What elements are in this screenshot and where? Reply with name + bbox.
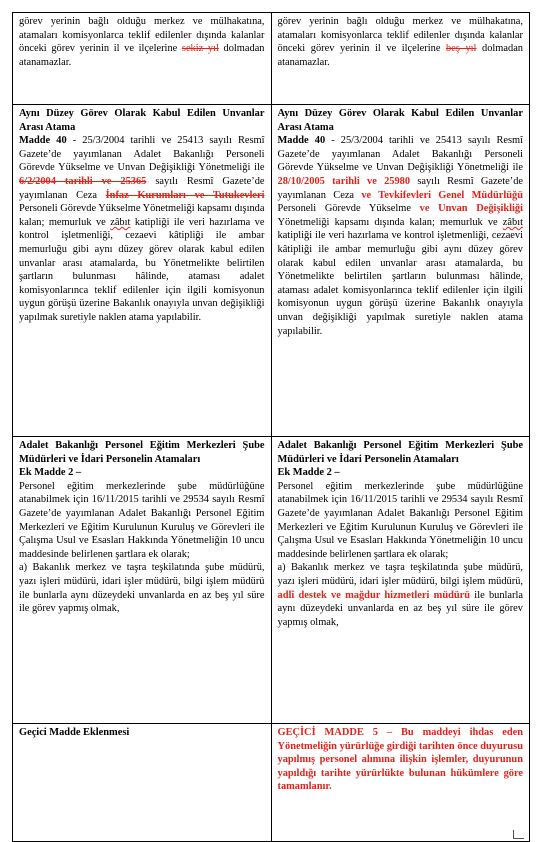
cell-new-text <box>271 437 530 724</box>
cell-old-text <box>13 13 272 105</box>
text-run: Personeli Görevde Yükselme <box>277 203 420 215</box>
cell-old-text <box>13 724 272 842</box>
page-end-marker <box>513 830 524 839</box>
spellcheck-flagged-word: zâbıt <box>110 216 131 228</box>
cell-body <box>19 134 265 324</box>
table-row <box>13 437 530 724</box>
text-run: dolmadan atanamazlar. <box>277 43 523 68</box>
article-title: Adalet Bakanlığı Personel Eğitim Merkezleri Şube Müdürleri ve İdari Personelin Atamaları <box>277 440 523 465</box>
table-row <box>13 105 530 437</box>
article-subtitle: Ek Madde 2 – <box>277 467 340 479</box>
deleted-text: 6/2/2004 tarihli ve 25365 <box>19 175 147 187</box>
table-row <box>13 13 530 105</box>
table-row <box>13 724 530 842</box>
cell-new-text <box>271 724 530 842</box>
text-run: sayılı Resmî Gazete’de yayımlanan Ceza <box>277 175 523 201</box>
text-run: Personeli Görevde Yükselme Yönetmeliği kapsamı dışında kalan; memurluk ve <box>19 203 265 228</box>
article-title: Aynı Düzey Görev Olarak Kabul Edilen Unvanlar Arası Atama <box>19 108 265 133</box>
text-run: Yönetmeliği kapsamı dışında kalan; memurluk ve <box>277 216 503 228</box>
amended-text: ve Tevkifevleri Genel Müdürlüğü <box>361 189 523 201</box>
deleted-text: beş yıl <box>446 43 477 55</box>
amended-text: GEÇİCİ MADDE 5 – Bu maddeyi ihdas eden Yönetmeliğin yürürlüğe girdiği tarihten önce duyurusu yapılmış personel alımına ilişkin işlemler, duyurunun yapıldığı tarihte yürürlükte bulunan hükümlere göre tamamlanır. <box>277 727 523 793</box>
cell-body <box>278 480 524 630</box>
comparison-table <box>12 12 530 842</box>
text-run: sayılı Resmî Gazete’de yayımlanan Ceza <box>19 175 265 201</box>
cell-old-text <box>13 105 272 437</box>
cell-new-text <box>271 13 530 105</box>
amended-text: 28/10/2005 tarihli ve 25980 <box>277 175 411 187</box>
text-run: Personel eğitim merkezlerinde şube müdürlüğüne atanabilmek için 16/11/2015 tarihli ve 29534 sayılı Resmî Gazete’de yayımlanan Adalet Bakanlığı Personel Eğitim Merkezleri ve Eğitim Kurulunun Kuruluş ve Görevleri ile Çalışma Usul ve Esasları Hakkında Yönetmeliğin 10 uncu maddesinde belirlenen şartlara ek olarak; <box>277 480 523 560</box>
article-subtitle: Ek Madde 2 – <box>19 467 82 479</box>
cell-body <box>278 134 524 338</box>
deleted-text: sekiz yıl <box>181 43 219 55</box>
amended-text: adlî destek ve mağdur hizmetleri müdürü <box>277 589 471 601</box>
text-run: görev yerinin bağlı olduğu merkez ve mülhakatına, atamaları komisyonlarca teklif edilenler dışında kalanlar önceki görev yerinin il ve ilçelerine <box>277 16 523 55</box>
text-run: - 25/3/2004 tarihli ve 25413 sayılı Resmî Gazete’de yayımlanan Adalet Bakanlığı Personeli Görevde Yükselme ve Unvan Değişikliği Yönetmeliği ile <box>19 135 265 174</box>
text-run: - 25/3/2004 tarihli ve 25413 sayılı Resmî Gazete’de yayımlanan Adalet Bakanlığı Personeli Görevde Yükselme ve Unvan Değişikliği Yönetmeliği ile <box>277 135 523 174</box>
article-title: Aynı Düzey Görev Olarak Kabul Edilen Unvanlar Arası Atama <box>277 108 523 133</box>
text-run: dolmadan atanamazlar. <box>19 43 265 68</box>
cell-body <box>278 726 524 794</box>
cell-body <box>278 15 524 69</box>
bold-text: Madde 40 <box>19 135 67 147</box>
text-run: görev yerinin bağlı olduğu merkez ve mülhakatına, atamaları komisyonlarca teklif edilenler dışında kalanlar önceki görev yerinin il ve ilçelerine <box>19 16 265 55</box>
deleted-text: İnfaz Kurumları ve Tutukevleri <box>105 189 265 201</box>
cell-body <box>19 480 265 616</box>
bold-text: Madde 40 <box>277 135 326 147</box>
cell-new-text <box>271 105 530 437</box>
text-run: Personel eğitim merkezlerinde şube müdürlüğüne atanabilmek için 16/11/2015 tarihli ve 29534 sayılı Resmî Gazete’de yayımlanan Adalet Bakanlığı Personel Eğitim Merkezleri ve Eğitim Kurulunun Kuruluş ve Görevleri ile Çalışma Usul ve Esasları Hakkında Yönetmeliğin 10 uncu maddesinde belirlenen şartlara ek olarak; <box>19 480 265 560</box>
cell-old-text <box>13 437 272 724</box>
text-run: a) Bakanlık merkez ve taşra teşkilatında şube müdürü, yazı işleri müdürü, idari işler müdürü, bilgi işlem müdürü, <box>277 562 523 587</box>
cell-body <box>19 15 265 69</box>
text-run: katipliği ile veri hazırlama ve kontrol işletmenliği, cezaevi kâtipliği ile ambar memurluğu gibi aynı düzey görev olarak kabul edilen unvanlar arası atamalarda, bu Yönetmelikte belirtilen şartların bulunması hâlinde, ataması adalet komisyonlarınca teklif edilenler için ilgili komisyonun uygun görüşü üzerine Bakanlık onayıyla unvan değişikliği yapılmak suretiyle naklen atama yapılabilir. <box>277 230 523 337</box>
article-title: Adalet Bakanlığı Personel Eğitim Merkezleri Şube Müdürleri ve İdari Personelin Atamaları <box>19 440 265 465</box>
spellcheck-flagged-word: zâbıt <box>502 216 523 228</box>
amended-text: ve Unvan Değişikliği <box>419 203 524 215</box>
text-run: ile bunlarla aynı düzeydeki unvanlarda en az beş yıl süre ile görev yapmış olmak, <box>277 589 523 628</box>
article-title: Geçici Madde Eklenmesi <box>19 727 130 738</box>
text-run: a) Bakanlık merkez ve taşra teşkilatında şube müdürü, yazı işleri müdürü, idari işler müdürü, bilgi işlem müdürü ile bunlarla aynı düzeydeki unvanlarda en az beş yıl süre ile görev yapmış olmak, <box>19 562 265 615</box>
text-run: katipliği ile veri hazırlama ve kontrol işletmenliği, cezaevi kâtipliği ile ambar memurluğu gibi aynı düzey görev olarak kabul edilen unvanlar arası atamalarda, bu Yönetmelikte belirtilen şartların bulunması hâlinde, ataması adalet komisyonlarınca teklif edilenler için ilgili komisyonun uygun görüşü üzerine Bakanlık onayıyla unvan değişikliği yapılmak suretiyle naklen atama yapılabilir. <box>19 216 265 323</box>
